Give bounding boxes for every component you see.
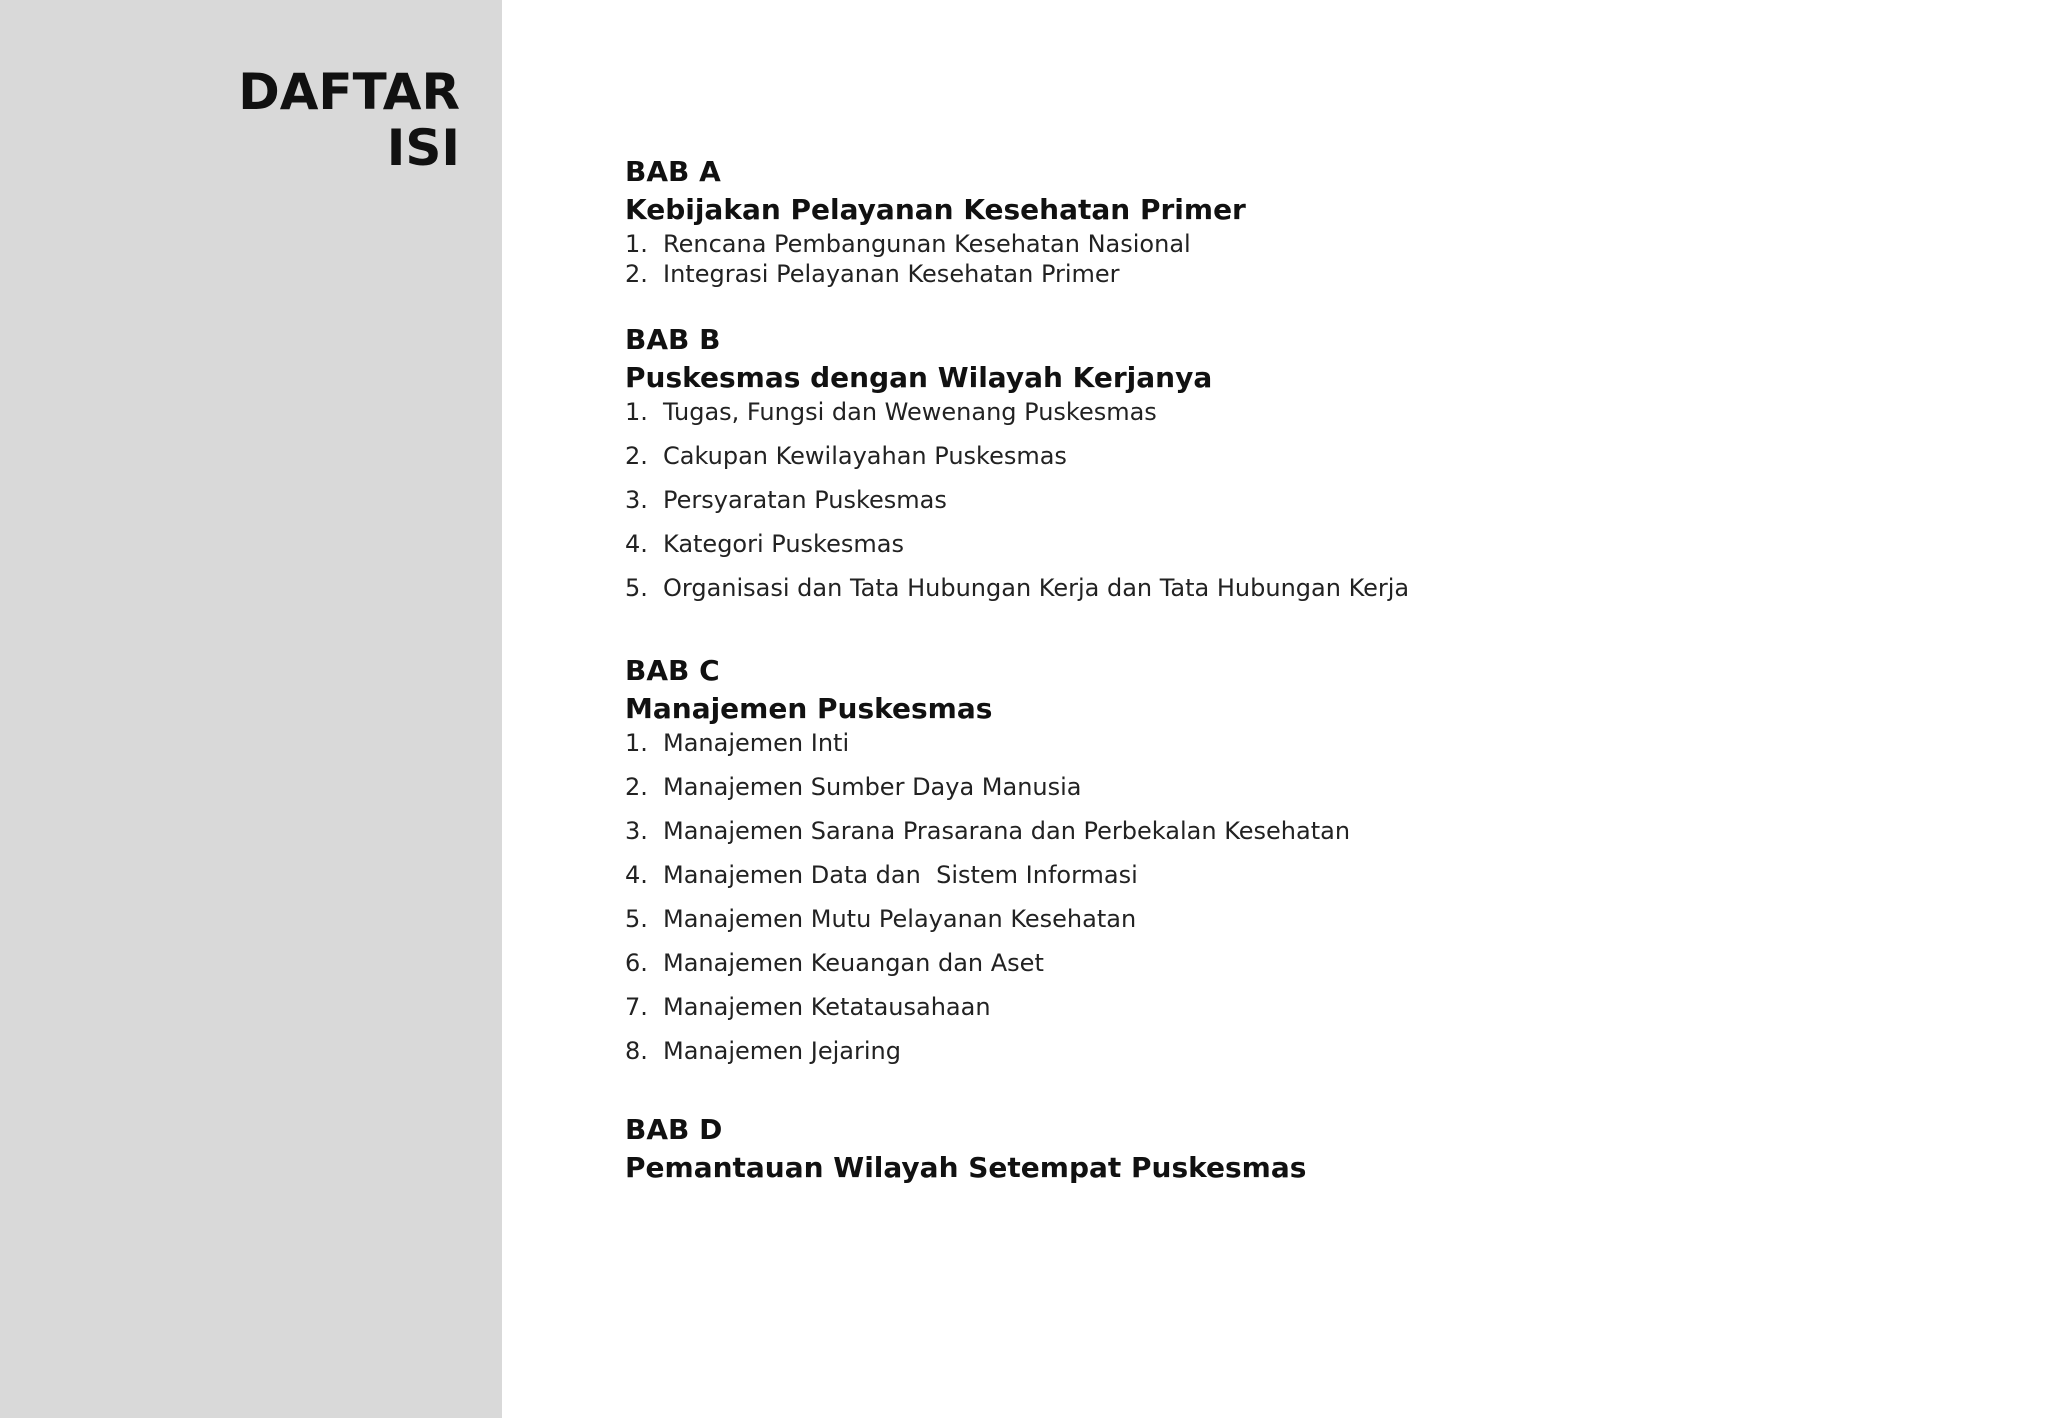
list-item[interactable] [625,485,1825,529]
item-number: 5. [625,574,648,602]
item-number: 8. [625,1037,648,1065]
page-title-line-2: ISI [386,119,460,177]
list-item[interactable] [625,860,1825,904]
chapter-b [625,321,1825,617]
item-text: Manajemen Sumber Daya Manusia [663,773,1082,801]
item-text: Tugas, Fungsi dan Wewenang Puskesmas [663,398,1157,426]
chapter-d-code: BAB D [625,1113,723,1146]
item-text: Kategori Puskesmas [663,530,904,558]
page-title [238,64,460,176]
chapter-a-code: BAB A [625,155,721,188]
item-text: Persyaratan Puskesmas [663,486,947,514]
list-item[interactable] [625,1036,1825,1080]
item-number: 2. [625,773,648,801]
list-item[interactable] [625,904,1825,948]
list-item[interactable] [625,772,1825,816]
chapter-d [625,1111,1825,1187]
item-number: 5. [625,905,648,933]
item-text: Integrasi Pelayanan Kesehatan Primer [663,260,1120,288]
item-text: Rencana Pembangunan Kesehatan Nasional [663,230,1191,258]
item-number: 6. [625,949,648,977]
list-item[interactable] [625,259,1825,289]
chapter-b-list [625,397,1825,617]
item-text: Manajemen Jejaring [663,1037,901,1065]
chapter-b-code: BAB B [625,323,721,356]
sidebar-panel [0,0,502,1418]
list-item[interactable] [625,992,1825,1036]
item-number: 1. [625,729,648,757]
item-text: Organisasi dan Tata Hubungan Kerja dan Tata Hubungan Kerja [663,574,1410,602]
chapter-d-title: Pemantauan Wilayah Setempat Puskesmas [625,1151,1307,1184]
list-item[interactable] [625,573,1825,617]
list-item[interactable] [625,441,1825,485]
chapter-c-title: Manajemen Puskesmas [625,692,993,725]
chapter-a-list [625,229,1825,289]
item-text: Manajemen Sarana Prasarana dan Perbekalan Kesehatan [663,817,1351,845]
item-text: Manajemen Ketatausahaan [663,993,991,1021]
chapter-c-list [625,728,1825,1080]
item-text: Manajemen Mutu Pelayanan Kesehatan [663,905,1137,933]
item-text: Manajemen Keuangan dan Aset [663,949,1044,977]
chapter-c [625,652,1825,1080]
item-number: 4. [625,530,648,558]
item-number: 3. [625,486,648,514]
item-number: 2. [625,442,648,470]
item-number: 3. [625,817,648,845]
item-number: 2. [625,260,648,288]
item-number: 1. [625,230,648,258]
item-number: 4. [625,861,648,889]
chapter-a-title: Kebijakan Pelayanan Kesehatan Primer [625,193,1246,226]
list-item[interactable] [625,529,1825,573]
chapter-c-code: BAB C [625,654,720,687]
item-text: Manajemen Data dan Sistem Informasi [663,861,1138,889]
item-text: Cakupan Kewilayahan Puskesmas [663,442,1067,470]
list-item[interactable] [625,397,1825,441]
item-number: 7. [625,993,648,1021]
chapter-a [625,153,1825,289]
item-text: Manajemen Inti [663,729,850,757]
item-number: 1. [625,398,648,426]
page-title-line-1: DAFTAR [238,63,460,121]
list-item[interactable] [625,229,1825,259]
list-item[interactable] [625,948,1825,992]
list-item[interactable] [625,816,1825,860]
chapter-b-title: Puskesmas dengan Wilayah Kerjanya [625,361,1213,394]
list-item[interactable] [625,728,1825,772]
